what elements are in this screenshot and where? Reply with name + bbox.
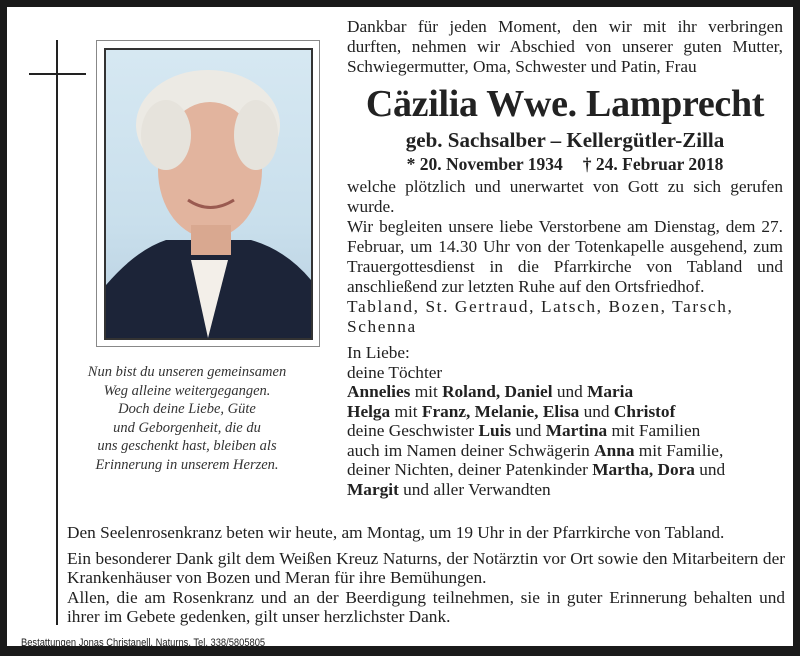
- family-name: Roland, Daniel: [442, 382, 553, 401]
- text: auch im Namen deiner Schwägerin: [347, 440, 595, 460]
- family-name: Maria: [587, 382, 634, 401]
- thanks-text-2: Allen, die am Rosenkranz und an der Beerdigung teilnehmen, sie in guter Erinnerung behalten und ihrer im Gebete gedenken, gilt unser herzlichster Dank.: [67, 587, 785, 626]
- family-name: Margit: [347, 479, 399, 499]
- birth-date: * 20. November 1934: [406, 154, 563, 174]
- text: mit Familie,: [634, 440, 724, 460]
- obituary-page: [7, 7, 793, 649]
- text: und: [511, 421, 546, 440]
- cross-icon-bar: [29, 73, 86, 75]
- family-line: [347, 480, 783, 500]
- family-line: [347, 441, 783, 461]
- family-name: Anna: [594, 440, 635, 460]
- family-line: [347, 421, 783, 441]
- family-name: Helga: [347, 401, 391, 421]
- deceased-name: Cäzilia Wwe. Lamprecht: [365, 83, 765, 125]
- text: und: [579, 401, 614, 421]
- family-line: [347, 460, 783, 480]
- text: deiner Nichten, deiner Patenkinder: [347, 460, 593, 479]
- portrait-photo: [104, 48, 313, 340]
- closing-text: [67, 523, 785, 627]
- text: mit: [410, 382, 443, 401]
- text: mit: [390, 401, 422, 421]
- text: und: [694, 460, 726, 479]
- family-name: Christof: [613, 401, 676, 421]
- text: und: [552, 382, 588, 401]
- death-date: † 24. Februar 2018: [582, 154, 724, 174]
- family-name: Franz, Melanie, Elisa: [421, 401, 580, 421]
- main-text: [347, 17, 783, 499]
- cross-icon: [56, 40, 58, 625]
- called-text: welche plötzlich und unerwartet von Gott zu sich gerufen wurde.: [347, 177, 783, 216]
- birth-name: geb. Sachsalber – Kellergütler-Zilla: [405, 128, 725, 152]
- family-name: Martina: [545, 421, 608, 440]
- poem-line: Nun bist du unseren gemeinsamen: [87, 364, 287, 380]
- poem-line: Erinnerung in unserem Herzen.: [95, 456, 279, 473]
- intro-text: Dankbar für jeden Moment, den wir mit ihr verbringen durften, nehmen wir Abschied von unserer guten Mutter, Schwiegermutter, Oma, Schwester und Patin, Frau: [347, 17, 783, 76]
- family-line: [347, 382, 783, 402]
- funeral-text: Wir begleiten unsere liebe Verstorbene am Dienstag, dem 27. Februar, um 14.30 Uhr von der Totenkapelle ausgehend, zum Trauergottesdienst in die Pfarrkirche von Tabland und anschließend zur letzten Ruhe auf den Ortsfriedhof.: [347, 217, 783, 296]
- dates: [347, 153, 783, 175]
- text: und aller Verwandten: [398, 479, 551, 499]
- family-name: Luis: [478, 421, 512, 440]
- poem-line: und Geborgenheit, die du: [113, 419, 261, 436]
- family-name: Martha, Dora: [592, 460, 695, 479]
- rosary-text: Den Seelenrosenkranz beten wir heute, am Montag, um 19 Uhr in der Pfarrkirche von Tabland.: [67, 523, 725, 542]
- funeral-home-footer: Bestattungen Jonas Christanell, Naturns, Tel. 338/5805805: [21, 637, 266, 649]
- family-list: [347, 343, 783, 499]
- poem-line: uns geschenkt hast, bleiben als: [97, 438, 277, 454]
- in-love-label: In Liebe:: [347, 343, 410, 362]
- family-name: Annelies: [347, 382, 411, 401]
- poem-line: Doch deine Liebe, Güte: [118, 401, 256, 417]
- text: mit Familien: [607, 421, 701, 440]
- family-line: [347, 402, 783, 422]
- places: Tabland, St. Gertraud, Latsch, Bozen, Tarsch, Schenna: [347, 297, 734, 336]
- daughters-label: deine Töchter: [347, 362, 443, 382]
- text: deine Geschwister: [347, 421, 479, 440]
- poem-line: Weg alleine weitergegangen.: [103, 382, 271, 399]
- thanks-text: Ein besonderer Dank gilt dem Weißen Kreuz Naturns, der Notärztin vor Ort sowie den Mitarbeitern der Krankenhäuser von Bozen und Meran für ihre Bemühungen.: [67, 548, 785, 587]
- poem: [47, 363, 327, 474]
